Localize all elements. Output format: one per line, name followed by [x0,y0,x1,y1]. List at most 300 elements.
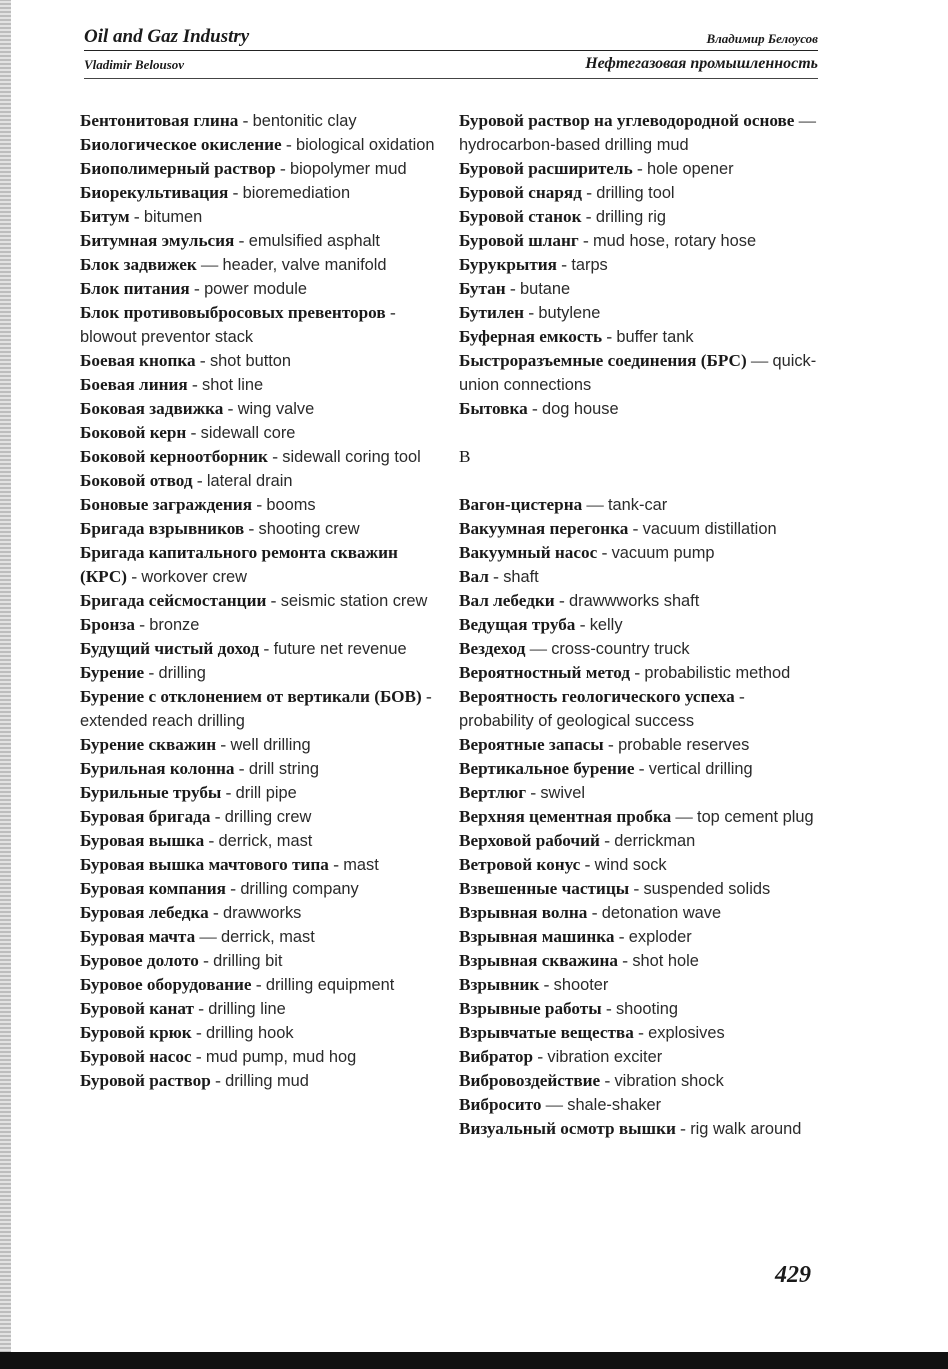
entry-separator: - [581,183,597,202]
entry-separator: - [539,975,554,994]
page-number: 429 [775,1262,811,1288]
entry-term: Вездеход [459,639,526,658]
entry-definition: probabilistic method [644,664,791,682]
glossary-entry [80,253,436,277]
entry-term: Вибровоздействие [459,1071,601,1090]
entry-term: Бытовка [459,399,528,418]
entry-definition: kelly [589,616,623,634]
entry-separator: — [196,255,223,274]
glossary-entry [459,157,821,181]
entry-term: Взрывная скважина [459,951,618,970]
entry-separator: - [275,159,290,178]
entry-definition: wind sock [594,856,667,874]
glossary-entry [80,949,436,973]
running-header [84,26,818,78]
entry-term: Бронза [80,615,135,634]
scan-edge-shading [0,0,11,1369]
entry-definition: dog house [542,400,619,418]
entry-term: Буровое оборудование [80,975,252,994]
entry-term: Буровая лебедка [80,903,209,922]
entry-definition: header, valve manifold [222,256,387,274]
entry-definition: mud pump, mud hog [205,1048,357,1066]
entry-definition: extended reach drilling [80,712,245,730]
entry-definition: vertical drilling [648,760,753,778]
entry-separator: - [734,687,745,706]
entry-term: Вакуумный насос [459,543,598,562]
glossary-entry [459,541,821,565]
entry-separator: - [527,399,543,418]
entry-definition: drilling crew [224,808,312,826]
entry-definition: tank-car [608,496,668,514]
entry-separator: - [191,1023,207,1042]
glossary-entry [80,541,436,589]
entry-definition: vibration shock [614,1072,724,1090]
entry-term: Вероятностный метод [459,663,631,682]
header-left-title: Oil and Gaz Industry [84,26,250,47]
entry-separator: - [251,975,266,994]
entry-definition: exploder [628,928,692,946]
entry-term: Буровой станок [459,207,582,226]
entry-term: Блок питания [80,279,190,298]
glossary-entry [459,829,821,853]
glossary-entry [459,1069,821,1093]
entry-definition: quick-union connections [459,352,817,394]
glossary-entry [80,157,436,181]
glossary-entry [80,925,436,949]
glossary-entry [80,373,436,397]
entry-separator: - [244,519,259,538]
entry-separator: - [614,927,629,946]
glossary-entry [459,397,821,421]
glossary-entry [80,1021,436,1045]
entry-separator: - [632,159,647,178]
entry-separator: - [597,543,612,562]
entry-definition: shot hole [632,952,699,970]
entry-term: Бутилен [459,303,525,322]
entry-separator: - [385,303,396,322]
glossary-entry [80,613,436,637]
section-letter: В [459,447,471,466]
entry-separator: — [195,927,221,946]
entry-separator: - [633,1023,649,1042]
entry-separator: - [581,207,596,226]
glossary-entry [459,1093,821,1117]
entry-definition: buffer tank [616,328,694,346]
entry-separator: - [580,855,595,874]
glossary-section-v [459,493,821,1141]
entry-definition: top cement plug [697,808,814,826]
entry-definition: drilling mud [225,1072,309,1090]
header-right-author: Владимир Белоусов [706,31,818,46]
glossary-entry [459,325,821,349]
glossary-entry [459,229,821,253]
glossary-entry [459,901,821,925]
entry-separator: - [575,615,590,634]
entry-term: Быстроразъемные соединения (БРС) [459,351,747,370]
entry-definition: shooting [615,1000,678,1018]
entry-definition: shooter [553,976,609,994]
entry-definition: drilling tool [596,184,675,202]
glossary-entry [80,349,436,373]
entry-term: Взрывная волна [459,903,588,922]
entry-separator: - [618,951,633,970]
header-left-author: Vladimir Belousov [84,57,185,72]
entry-definition: sidewall coring tool [282,448,421,466]
entry-definition: derrick, mast [218,832,313,850]
scan-bottom-edge [0,1352,948,1369]
entry-definition: power module [204,280,308,298]
entry-separator: - [328,855,344,874]
glossary-entry [80,205,436,229]
glossary-entry [459,1117,821,1141]
entry-definition: butane [520,280,571,298]
entry-separator: - [578,231,593,250]
entry-separator: - [187,375,203,394]
entry-term: Бурильная колонна [80,759,235,778]
glossary-column-right [459,109,821,1141]
entry-separator: - [421,687,432,706]
glossary-entry [80,133,436,157]
glossary-entry [459,997,821,1021]
glossary-entry [459,181,821,205]
entry-term: Верхняя цементная пробка [459,807,672,826]
glossary-entry [459,877,821,901]
glossary-entry [80,589,436,613]
glossary-entry [80,733,436,757]
entry-separator: - [195,351,210,370]
entry-separator: - [281,135,296,154]
glossary-entry [80,901,436,925]
glossary-entry [80,661,436,685]
entry-term: Взрывник [459,975,540,994]
entry-term: Биологическое окисление [80,135,282,154]
entry-definition: lateral drain [206,472,293,490]
entry-definition: drawworks [223,904,302,922]
glossary-entry [459,517,821,541]
glossary-entry [80,973,436,997]
entry-definition: rig walk around [690,1120,802,1138]
entry-term: Вертикальное бурение [459,759,635,778]
entry-separator: - [266,591,281,610]
glossary-entry [459,733,821,757]
entry-term: Бурение [80,663,145,682]
entry-term: Битум [80,207,130,226]
entry-separator: - [186,423,201,442]
entry-separator: - [210,807,225,826]
entry-term: Бентонитовая глина [80,111,239,130]
entry-term: Буровая бригада [80,807,211,826]
entry-term: Вибросито [459,1095,542,1114]
entry-term: Вал [459,567,489,586]
entry-separator: - [533,1047,548,1066]
section-gap [459,421,821,445]
entry-definition: derrickman [614,832,696,850]
glossary-entry [80,301,436,349]
entry-separator: - [198,951,214,970]
entry-definition: biopolymer mud [289,160,407,178]
glossary-entry [80,1045,436,1069]
glossary-entry [459,349,821,397]
glossary-entry [80,781,436,805]
glossary-entry [459,1045,821,1069]
entry-term: Блок задвижек [80,255,197,274]
entry-separator: - [259,639,274,658]
entry-term: Боковая задвижка [80,399,224,418]
glossary-entry [80,181,436,205]
entry-definition: tarps [571,256,608,274]
entry-separator: - [191,1047,206,1066]
entry-separator: — [525,639,552,658]
glossary-entry [459,565,821,589]
entry-definition: drilling bit [213,952,283,970]
entry-separator: - [221,783,236,802]
entry-term: Ведущая труба [459,615,576,634]
entry-definition: booms [266,496,316,514]
glossary-entry [80,229,436,253]
glossary-entry [80,517,436,541]
entry-term: Взрывные работы [459,999,602,1018]
glossary-entry [459,253,821,277]
entry-term: Верховой рабочий [459,831,600,850]
entry-term: Буровой шланг [459,231,579,250]
entry-term: Вагон-цистерна [459,495,583,514]
entry-definition: bioremediation [242,184,351,202]
entry-definition: drilling hook [206,1024,294,1042]
glossary-entry [80,805,436,829]
entry-term: Боевая линия [80,375,188,394]
entry-term: Взвешенные частицы [459,879,630,898]
entry-separator: - [193,999,209,1018]
entry-separator: - [599,831,615,850]
entry-separator: - [556,255,572,274]
entry-separator: - [225,879,241,898]
entry-term: Взрывчатые вещества [459,1023,634,1042]
entry-definition: probable reserves [618,736,750,754]
entry-separator: - [189,279,205,298]
header-rule-bottom [84,78,818,79]
glossary-entry [80,685,436,733]
glossary-entry [459,805,821,829]
glossary-column-left [80,109,436,1093]
entry-term: Бригада сейсмостанции [80,591,267,610]
entry-definition: explosives [648,1024,725,1042]
entry-term: Буферная емкость [459,327,603,346]
entry-definition: sidewall core [200,424,296,442]
entry-term: Буровой расширитель [459,159,633,178]
entry-separator: - [228,183,243,202]
entry-term: Биорекультивация [80,183,229,202]
entry-separator: - [204,831,219,850]
entry-term: Будущий чистый доход [80,639,260,658]
entry-separator: - [554,591,570,610]
glossary-entry [459,661,821,685]
entry-definition: drill string [248,760,319,778]
entry-definition: derrick, mast [220,928,315,946]
glossary-entry [80,1069,436,1093]
entry-definition: drilling line [208,1000,286,1018]
entry-definition: detonation wave [601,904,722,922]
entry-definition: swivel [540,784,585,802]
entry-separator: — [794,111,816,130]
entry-separator: - [127,567,142,586]
entry-separator: - [267,447,283,466]
entry-separator: - [603,735,619,754]
glossary-entry [459,637,821,661]
entry-term: Буровой снаряд [459,183,582,202]
header-rule-top [84,50,818,51]
glossary-entry [459,493,821,517]
entry-separator: - [634,759,649,778]
entry-definition: wing valve [237,400,315,418]
entry-separator: - [600,1071,615,1090]
entry-separator: - [524,303,539,322]
entry-term: Буровой канат [80,999,194,1018]
entry-separator: - [675,1119,691,1138]
entry-term: Боковой керн [80,423,187,442]
entry-definition: suspended solids [643,880,771,898]
entry-definition: hydrocarbon-based drilling mud [459,136,689,154]
glossary-entry [459,781,821,805]
glossary-entry [80,421,436,445]
entry-separator: - [630,663,645,682]
glossary-entry [80,757,436,781]
entry-term: Боновые заграждения [80,495,253,514]
entry-definition: workover crew [141,568,248,586]
header-right-title: Нефтегазовая промышленность [585,55,818,72]
glossary-entry [459,1021,821,1045]
entry-term: Буровая компания [80,879,226,898]
entry-term: Вероятные запасы [459,735,604,754]
entry-term: Вертлюг [459,783,527,802]
entry-definition: cross-country truck [551,640,690,658]
entry-definition: hole opener [647,160,734,178]
entry-definition: drawwworks shaft [569,592,700,610]
entry-separator: - [587,903,602,922]
glossary-entry [459,949,821,973]
entry-definition: biological oxidation [296,136,435,154]
entry-definition: blowout preventor stack [80,328,254,346]
glossary-entry [80,493,436,517]
entry-term: Визуальный осмотр вышки [459,1119,676,1138]
entry-definition: bronze [149,616,200,634]
entry-separator: - [134,615,150,634]
entry-definition: drill pipe [235,784,297,802]
entry-term: Блок противовыбросовых превенторов [80,303,386,322]
entry-separator: - [505,279,521,298]
entry-definition: shot button [209,352,292,370]
entry-definition: drilling rig [595,208,666,226]
glossary-entry [459,301,821,325]
entry-definition: probability of geological success [459,712,695,730]
entry-term: Биополимерный раствор [80,159,276,178]
entry-term: Буровая мачта [80,927,196,946]
entry-separator: — [671,807,698,826]
entry-separator: - [526,783,541,802]
entry-separator: - [208,903,224,922]
entry-definition: drilling company [240,880,359,898]
glossary-entry [80,637,436,661]
glossary-section-b-continued [459,109,821,421]
entry-definition: drilling equipment [265,976,395,994]
entry-term: Бригада капитального ремонта скважин (КРС) [80,543,398,586]
entry-separator: — [746,351,773,370]
glossary-entry [459,757,821,781]
entry-definition: seismic station crew [280,592,428,610]
entry-term: Боковой керноотборник [80,447,268,466]
entry-definition: vacuum distillation [642,520,777,538]
entry-separator: - [601,999,616,1018]
entry-term: Бригада взрывников [80,519,245,538]
entry-term: Буровой раствор на углеводородной основе [459,111,795,130]
glossary-entry [80,469,436,493]
entry-separator: - [144,663,159,682]
entry-term: Вероятность геологического успеха [459,687,735,706]
glossary-entry [80,853,436,877]
entry-term: Вибратор [459,1047,534,1066]
glossary-entry [459,109,821,157]
entry-term: Вакуумная перегонка [459,519,629,538]
entry-definition: bentonitic clay [252,112,357,130]
entry-separator: - [216,735,231,754]
glossary-entry [80,829,436,853]
glossary-entry [80,445,436,469]
entry-definition: vacuum pump [611,544,715,562]
entry-definition: shale-shaker [567,1096,662,1114]
entry-term: Буровая вышка [80,831,205,850]
glossary-entry [80,109,436,133]
glossary-entry [80,877,436,901]
entry-term: Бутан [459,279,506,298]
entry-definition: shot line [202,376,264,394]
entry-separator: - [628,519,643,538]
entry-definition: butylene [538,304,601,322]
entry-definition: vibration exciter [547,1048,663,1066]
entry-separator: - [629,879,644,898]
entry-term: Вал лебедки [459,591,555,610]
entry-separator: - [252,495,267,514]
entry-term: Боевая кнопка [80,351,196,370]
entry-separator: — [541,1095,568,1114]
entry-separator: - [602,327,617,346]
glossary-entry [459,589,821,613]
entry-definition: future net revenue [273,640,407,658]
entry-term: Бурильные трубы [80,783,222,802]
entry-separator: - [234,759,249,778]
entry-term: Ветровой конус [459,855,581,874]
entry-definition: drilling [158,664,206,682]
entry-separator: - [192,471,207,490]
entry-definition: shaft [503,568,539,586]
entry-definition: shooting crew [258,520,360,538]
glossary-entry [459,613,821,637]
entry-term: Боковой отвод [80,471,193,490]
glossary-entry [80,997,436,1021]
entry-term: Буровой насос [80,1047,192,1066]
entry-separator: - [223,399,238,418]
glossary-entry [459,205,821,229]
entry-definition: mast [343,856,379,874]
entry-separator: - [238,111,253,130]
entry-definition: bitumen [143,208,203,226]
glossary-entry [80,397,436,421]
glossary-entry [459,685,821,733]
glossary-entry [459,277,821,301]
entry-separator: - [488,567,504,586]
entry-term: Бурение скважин [80,735,217,754]
entry-term: Буровое долото [80,951,199,970]
glossary-entry [459,973,821,997]
entry-separator: - [129,207,144,226]
